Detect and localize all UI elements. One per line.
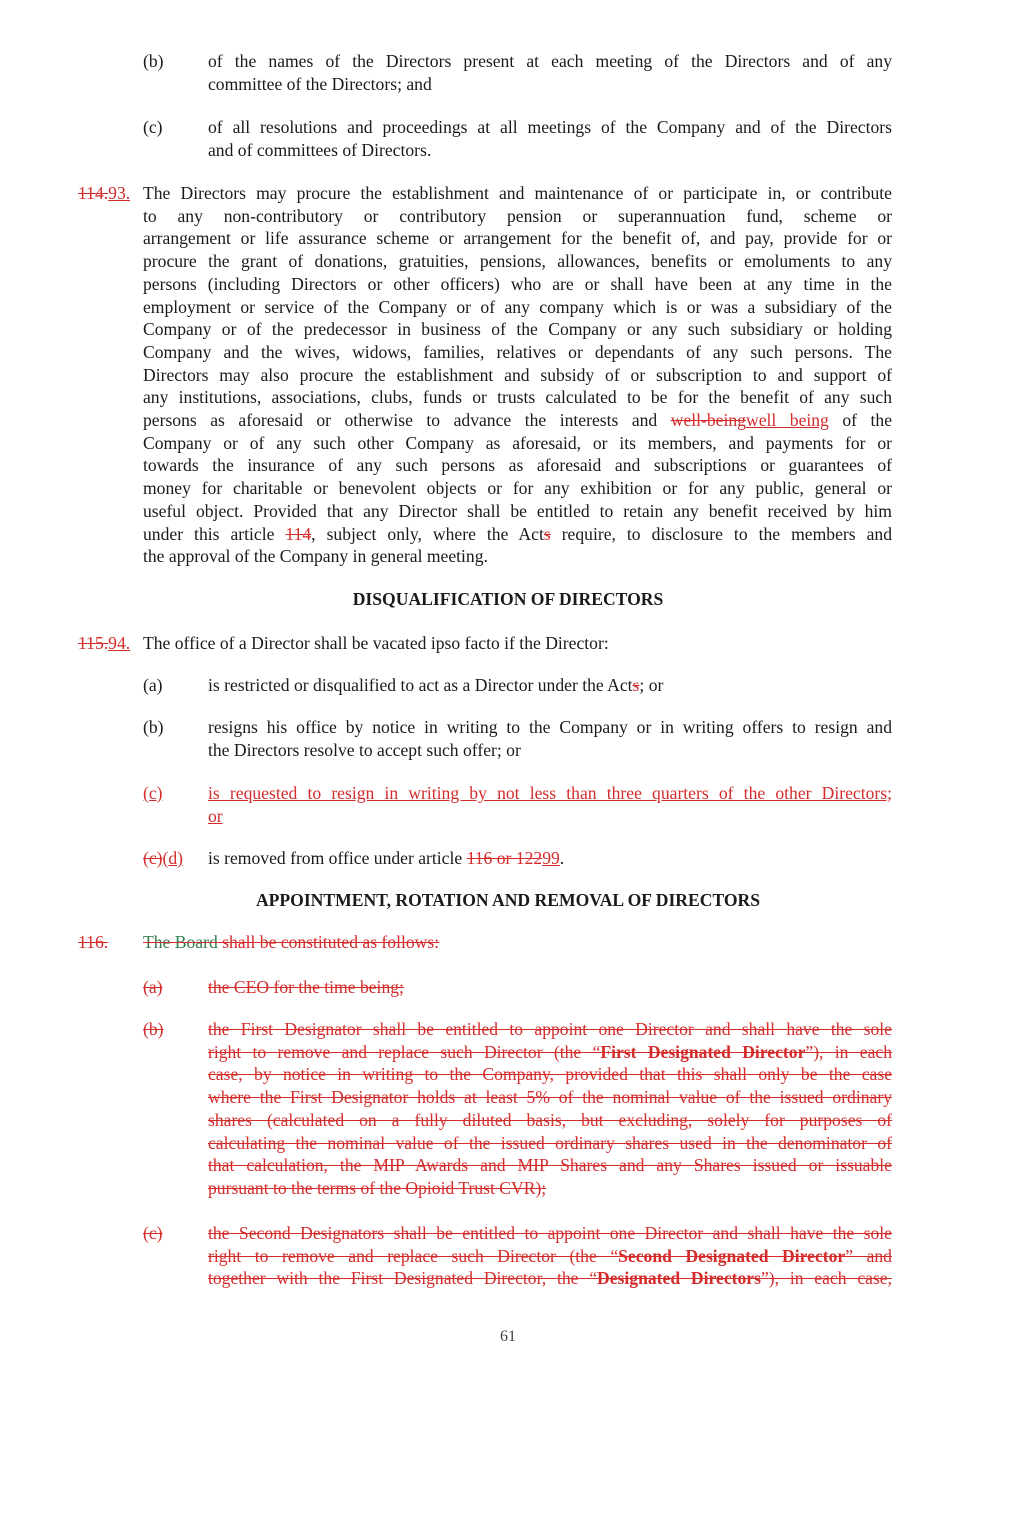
article-116-text — [143, 931, 439, 954]
item-c-label: (c) — [143, 117, 163, 137]
article-93-text — [143, 182, 892, 568]
text-line: employment or service of the Company or of any company which is or was a subsidiary of the — [143, 296, 892, 317]
inserted-number: 94. — [108, 633, 131, 653]
text-span: ; or — [639, 675, 664, 695]
text-span: ”), in each — [805, 1041, 892, 1062]
text-line: and of committees of Directors. — [208, 139, 432, 160]
deleted-text: 116 or 122 — [466, 848, 543, 868]
text-line: procure the grant of donations, gratuities, pensions, allowances, benefits or emoluments to any — [143, 251, 892, 272]
text-span: ” and — [845, 1245, 892, 1266]
text-span: is restricted or disqualified to act as a Director under the Act — [208, 675, 633, 695]
item-a-text — [208, 674, 663, 697]
text-span: right to remove and replace such Director (the “ — [208, 1245, 619, 1266]
deleted-text: 114 — [285, 523, 312, 544]
defined-term: First Designated Director — [600, 1041, 806, 1062]
deleted-text: shall be constituted as follows: — [217, 932, 440, 952]
text-line-article-ref — [143, 523, 892, 546]
text-span: ”), in each case, — [760, 1268, 893, 1289]
item-116b-text — [208, 1018, 892, 1200]
text-line: is requested to resign in writing by not less than three quarters of the other Directors; — [208, 783, 892, 803]
inserted-number: 93. — [108, 183, 131, 203]
text-line: The Directors may procure the establishment and maintenance of or participate in, or contribute — [143, 183, 892, 203]
text-line — [208, 1267, 892, 1290]
deleted-number: 115. — [78, 633, 109, 653]
text-line: Directors may also procure the establishment and subsidy of or subscription to and support of — [143, 364, 892, 385]
text-line: towards the insurance of any such persons as aforesaid and subscriptions or guarantees of — [143, 455, 892, 476]
text-line: arrangement or life assurance scheme or arrangement for the benefit of, and pay, provide for or — [143, 228, 892, 249]
text-line: the First Designator shall be entitled to appoint one Director and shall have the sole — [208, 1019, 892, 1039]
text-line: shares (calculated on a fully diluted basis, but excluding, solely for purposes of — [208, 1109, 892, 1130]
text-line: persons (including Directors or other officers) who are or shall have been at any time in the — [143, 273, 892, 294]
text-span: is removed from office under article — [208, 848, 467, 868]
defined-term: Second Designated Director — [618, 1245, 846, 1266]
article-116-number: 116. — [78, 932, 109, 952]
item-116a-text: the CEO for the time being; — [208, 977, 404, 997]
text-line: of the names of the Directors present at each meeting of the Directors and of any — [208, 51, 892, 71]
inserted-label: (d) — [162, 848, 184, 868]
item-d-label — [143, 847, 201, 870]
deleted-text: s — [543, 523, 551, 544]
text-line: Company or of any such other Company as aforesaid, or its members, and payments for or — [143, 432, 892, 453]
deleted-number: 114. — [78, 183, 109, 203]
article-94-number — [78, 632, 130, 655]
text-line: Company or of the predecessor in business of the Company or any such subsidiary or holding — [143, 319, 892, 340]
item-116c-text — [208, 1222, 892, 1290]
inserted-text: 99 — [542, 848, 560, 868]
item-b-label: (b) — [143, 51, 164, 71]
inserted-text: well being — [745, 410, 829, 431]
text-span: require, to disclosure to the members and — [550, 523, 892, 544]
text-span: under this article — [143, 523, 286, 544]
item-c2-label: (c) — [143, 783, 163, 803]
deleted-text: well-being — [670, 410, 746, 431]
text-line: calculating the nominal value of the issued ordinary shares used in the denominator of — [208, 1132, 892, 1153]
deleted-defined-term: The Board — [143, 932, 218, 952]
item-116b-label: (b) — [143, 1019, 164, 1039]
text-line: to any non-contributory or contributory pension or superannuation fund, scheme or — [143, 205, 892, 226]
text-line — [208, 1041, 892, 1064]
text-span: of the — [828, 410, 892, 431]
text-line: the approval of the Company in general meeting. — [143, 546, 488, 567]
deleted-text: s — [632, 675, 640, 695]
item-c-text — [208, 116, 892, 161]
text-line: committee of the Directors; and — [208, 73, 432, 94]
item-b2-label: (b) — [143, 717, 164, 737]
text-span: . — [559, 848, 565, 868]
text-line: that calculation, the MIP Awards and MIP Shares and any Shares issued or issuable — [208, 1155, 892, 1176]
text-span: , subject only, where the Act — [311, 523, 544, 544]
page-number: 61 — [500, 1328, 516, 1345]
item-a-label: (a) — [143, 675, 163, 695]
article-94-text: The office of a Director shall be vacated ipso facto if the Director: — [143, 633, 609, 653]
section-heading-appointment: APPOINTMENT, ROTATION AND REMOVAL OF DIRECTORS — [255, 890, 761, 910]
text-line: money for charitable or benevolent objects or for any exhibition or for any public, general or — [143, 478, 892, 499]
text-line — [208, 1245, 892, 1268]
deleted-label: (c) — [143, 848, 163, 868]
item-b-text — [208, 50, 892, 95]
item-116a-label: (a) — [143, 977, 163, 997]
text-span: persons as aforesaid or otherwise to advance the interests and — [143, 410, 671, 431]
text-line: of all resolutions and proceedings at all meetings of the Company and of the Directors — [208, 117, 892, 137]
item-c2-text — [208, 782, 892, 827]
text-span: together with the First Designated Director, the “ — [208, 1268, 598, 1289]
text-line: case, by notice in writing to the Company, provided that this shall only be the case — [208, 1064, 892, 1085]
defined-term: Designated Directors — [597, 1268, 761, 1289]
item-d-text — [208, 847, 564, 870]
text-line: the Directors resolve to accept such offer; or — [208, 739, 521, 760]
text-span: right to remove and replace such Director (the “ — [208, 1041, 601, 1062]
text-line: or — [208, 805, 223, 826]
text-line: where the First Designator holds at least 5% of the nominal value of the issued ordinary — [208, 1087, 892, 1108]
text-line: Company and the wives, widows, families, relatives or dependants of any such persons. The — [143, 341, 892, 362]
item-116c-label: (c) — [143, 1223, 163, 1243]
text-line-wellbeing — [143, 409, 892, 432]
article-93-number — [78, 182, 130, 205]
text-line: useful object. Provided that any Director shall be entitled to retain any benefit received by him — [143, 500, 892, 521]
section-heading-disqualification: DISQUALIFICATION OF DIRECTORS — [352, 589, 664, 609]
text-line: any institutions, associations, clubs, funds or trusts calculated to be for the benefit of any such — [143, 387, 892, 408]
text-line: pursuant to the terms of the Opioid Trust CVR); — [208, 1177, 547, 1198]
text-line: the Second Designators shall be entitled to appoint one Director and shall have the sole — [208, 1223, 892, 1243]
text-line: resigns his office by notice in writing to the Company or in writing offers to resign and — [208, 717, 892, 737]
item-b2-text — [208, 716, 892, 761]
